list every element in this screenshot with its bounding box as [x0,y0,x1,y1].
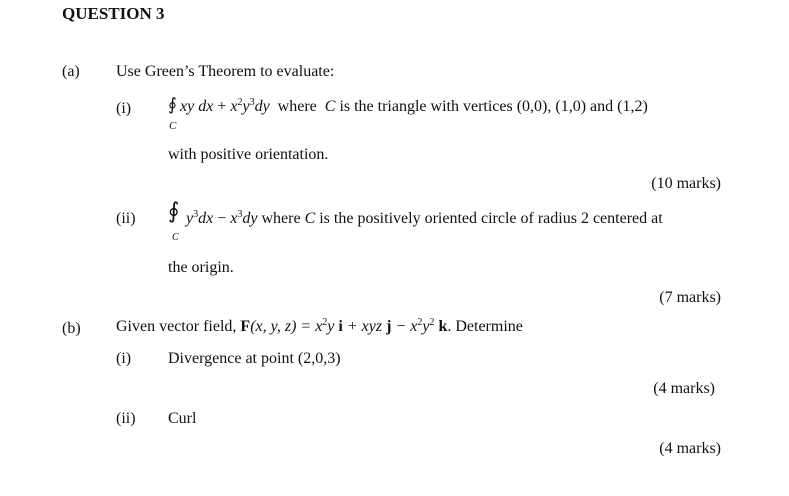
part-a-ii-marks: (7 marks) [659,289,721,306]
part-a-i-description: is the triangle with vertices (0,0), (1,0) and (1,2) [339,98,648,115]
expr-x: x [230,210,238,227]
integral-subscript: C [169,120,177,132]
question-heading: QUESTION 3 [62,4,165,23]
expr-minus: − [217,210,227,227]
expr-y-exponent: 3 [249,97,255,108]
c-variable: C [304,210,316,227]
field-term-3: − x [395,318,418,335]
exp-3b: 2 [429,317,435,328]
expr-x-exponent: 2 [237,97,243,108]
where-text: where [277,98,317,115]
part-b-prompt [116,318,523,336]
expr-y: y [242,98,250,115]
contour-integral-icon: ∮ [168,95,177,114]
field-term-3b: y [422,318,430,335]
integral-subscript: C [172,232,179,243]
part-a-prompt: Use Green’s Theorem to evaluate: [116,63,335,80]
unit-vector-k: k [438,318,448,335]
exp-3a: 2 [417,317,423,328]
part-b-ii-text: Curl [168,410,197,427]
part-a-i-continuation: with positive orientation. [168,146,329,163]
part-b-ii-marks: (4 marks) [659,440,721,457]
expr-plus: + [217,98,227,115]
expr-x: x [230,98,238,115]
expr-y-exponent: 3 [193,209,199,220]
part-a-i-expression [180,98,648,116]
prompt-end: . Determine [447,318,523,335]
part-a-i-label: (i) [116,100,132,117]
expr-dy: dy [254,98,270,115]
part-a-ii-label: (ii) [116,210,136,227]
part-b-i-marks: (4 marks) [653,380,715,397]
contour-integral-icon: ∮ [168,198,180,223]
field-term-1b: y [327,318,335,335]
part-a-ii-description: is the positively oriented circle of radius 2 centered at [319,210,663,227]
where-text: where [261,210,301,227]
expr-x-exponent: 3 [237,209,243,220]
part-b-label: (b) [62,320,81,337]
vector-field-f: F [240,318,251,335]
part-b-i-text: Divergence at point (2,0,3) [168,350,341,367]
unit-vector-j: j [386,318,392,335]
part-a-ii-expression [186,210,663,228]
part-b-ii-label: (ii) [116,410,136,427]
field-args: (x, y, z) = x [250,318,323,335]
exp-1: 2 [322,317,328,328]
expr-y: y [186,210,194,227]
part-a-i-marks: (10 marks) [651,175,721,192]
prompt-start: Given vector field, [116,318,237,335]
expr-dy: dy [242,210,258,227]
expr-term-1: xy dx [180,98,214,115]
part-a-ii-continuation: the origin. [168,259,234,276]
unit-vector-i: i [338,318,343,335]
part-b-i-label: (i) [116,350,132,367]
field-term-2: + xyz [346,318,383,335]
expr-dx: dx [198,210,214,227]
c-variable: C [324,98,336,115]
part-a-ii-integral [168,200,188,246]
part-a-label: (a) [62,63,80,80]
